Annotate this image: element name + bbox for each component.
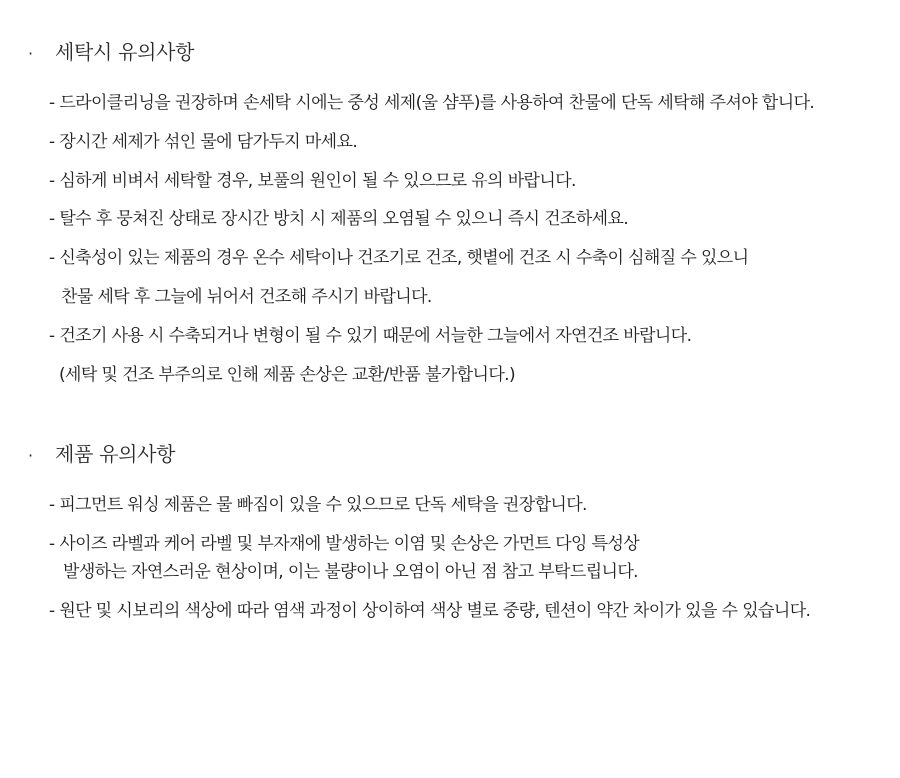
washing-note-line: - 심하게 비벼서 세탁할 경우, 보풀의 원인이 될 수 있으므로 유의 바랍니다. — [49, 171, 576, 191]
washing-note-line: (세탁 및 건조 부주의로 인해 제품 손상은 교환/반품 불가합니다.) — [59, 365, 515, 385]
section-title: 제품 유의사항 — [55, 442, 176, 466]
product-note-line: 발생하는 자연스러운 현상이며, 이는 불량이나 오염이 아닌 점 참고 부탁드립니다. — [63, 562, 638, 582]
section-title: 세탁시 유의사항 — [55, 40, 195, 64]
washing-note-line: - 신축성이 있는 제품의 경우 온수 세탁이나 건조기로 건조, 햇볕에 건조 시 수축이 심해질 수 있으니 — [49, 248, 749, 268]
product-note-line: - 사이즈 라벨과 케어 라벨 및 부자재에 발생하는 이염 및 손상은 가먼트 다잉 특성상 — [49, 534, 640, 554]
bullet-icon: · — [28, 446, 33, 465]
washing-note-line: - 건조기 사용 시 수축되거나 변형이 될 수 있기 때문에 서늘한 그늘에서 자연건조 바랍니다. — [49, 326, 692, 346]
section-heading-product — [28, 438, 175, 467]
washing-note-line: - 드라이클리닝을 권장하며 손세탁 시에는 중성 세제(울 샴푸)를 사용하여 찬물에 단독 세탁해 주셔야 합니다. — [49, 93, 815, 113]
washing-note-line: - 장시간 세제가 섞인 물에 담가두지 마세요. — [49, 132, 358, 152]
bullet-icon: · — [28, 44, 33, 63]
washing-note-line: 찬물 세탁 후 그늘에 뉘어서 건조해 주시기 바랍니다. — [61, 287, 432, 307]
product-note-line: - 원단 및 시보리의 색상에 따라 염색 과정이 상이하여 색상 별로 중량, 텐션이 약간 차이가 있을 수 있습니다. — [49, 601, 811, 621]
washing-note-line: - 탈수 후 뭉쳐진 상태로 장시간 방치 시 제품의 오염될 수 있으니 즉시 건조하세요. — [49, 209, 629, 229]
product-note-line: - 피그먼트 워싱 제품은 물 빠짐이 있을 수 있으므로 단독 세탁을 권장합니다. — [49, 495, 587, 515]
section-heading-washing — [28, 36, 194, 65]
